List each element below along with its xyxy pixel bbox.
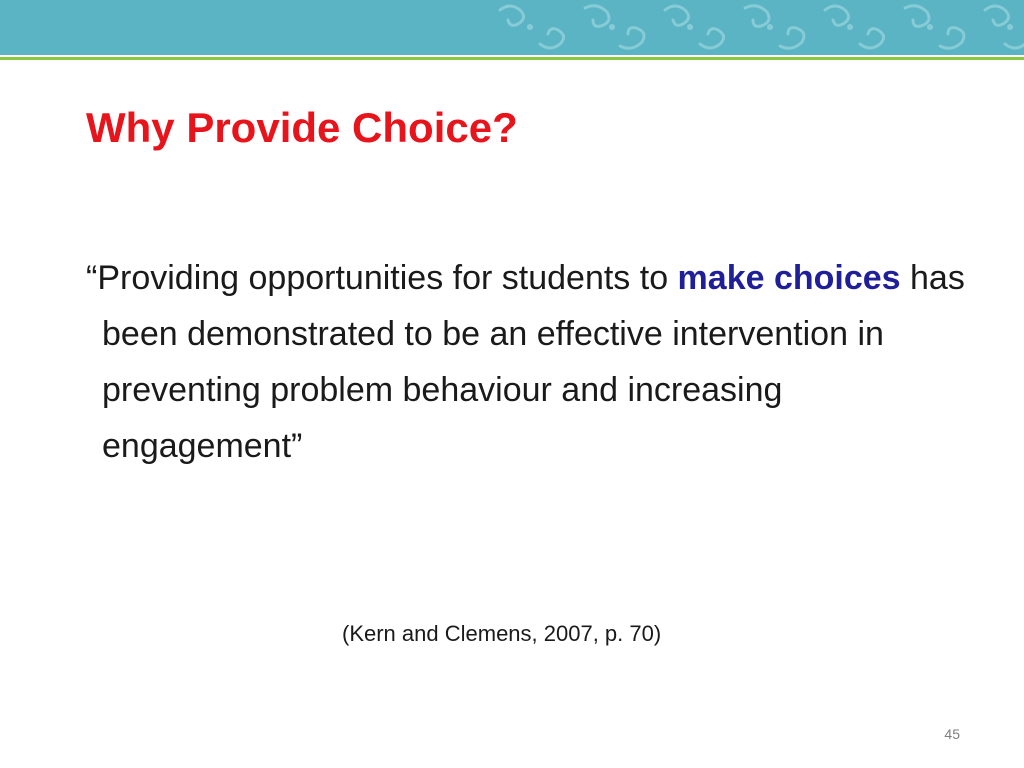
quote-text-start: “Providing opportunities for students to <box>86 259 678 297</box>
page-number: 45 <box>944 726 960 742</box>
quote-text-end: has been demonstrated to be an effective intervention in preventing problem behaviour and increasing engagement” <box>102 259 965 465</box>
accent-line <box>0 57 1024 60</box>
citation: (Kern and Clemens, 2007, p. 70) <box>342 621 662 646</box>
header-band <box>0 0 1024 55</box>
koru-pattern-decoration <box>0 0 1024 55</box>
quote-emphasis: make choices <box>677 259 901 297</box>
slide-title: Why Provide Choice? <box>86 104 518 151</box>
quote-text <box>86 250 982 474</box>
